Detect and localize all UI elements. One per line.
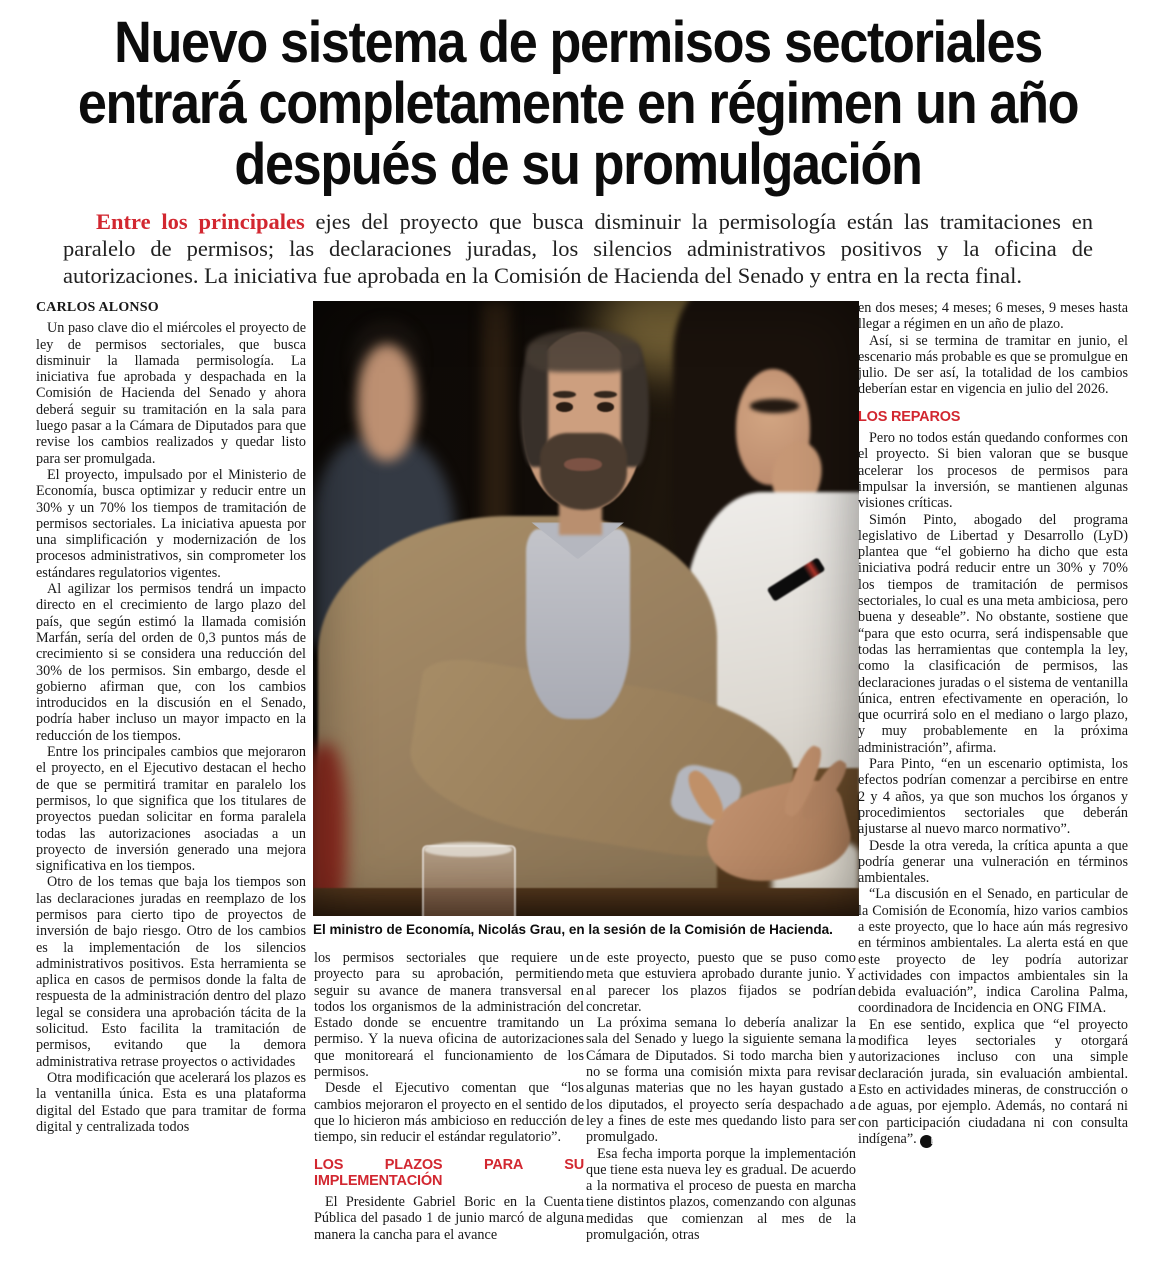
paragraph: La próxima semana lo debería analizar la sala del Senado y luego la siguiente semana la Cámara de Diputados. Si todo marcha bien y no se forma una comisión mixta para revisar algunas materias que no les hayan gustado a los diputados, el proyecto sería despachado a ley a fines de este mes quedando listo para ser promulgado. — [586, 1015, 856, 1146]
paragraph: Así, si se termina de tramitar en junio, el escenario más probable es que se promulgue en julio. De ser así, la totalidad de los cambios deberían estar en vigencia en julio del 2026. — [858, 332, 1128, 398]
section-header-plazos: LOS PLAZOS PARA SU IMPLEMENTACIÓN — [314, 1156, 584, 1189]
paragraph: Al agilizar los permisos tendrá un impacto directo en el crecimiento de largo plazo del país, que según estimó la llamada comisión Marfán, sería del orden de 0,3 puntos más de crecimiento si se considera una reducción del 30% de los permisos. Sin embargo, desde el gobierno afirman que, con los cambios introducidos en la discusión en el Senado, podría haber incluso un mayor impacto en la reducción de los tiempos. — [36, 581, 306, 744]
paragraph: Un paso clave dio el miércoles el proyecto de ley de permisos sectoriales, que busca disminuir la llamada permisología. La iniciativa fue aprobada y despachada en la Comisión de Hacienda del Senado y ahora deberá seguir su tramitación en la sala para luego pasar a la Cámara de Diputados para que revise los cambios realizados y quedar listo para ser promulgada. — [36, 320, 306, 467]
paragraph: en dos meses; 4 meses; 6 meses, 9 meses hasta llegar a régimen en un año de plazo. — [858, 300, 1128, 333]
paragraph: El proyecto, impulsado por el Ministerio de Economía, busca optimizar y reducir entre un 30% y un 70% los tiempos de tramitación de permisos sectoriales. La iniciativa apuesta por una simplificación y modernización de los procesos administrativos, sin comprometer los estándares regulatorios vigentes. — [36, 466, 306, 581]
paragraph: Pero no todos están quedando conformes con el proyecto. Si bien valoran que se busque acelerar los procesos de permisos para impulsar la inversión, se mantienen algunas visiones críticas. — [858, 430, 1128, 512]
pulso-end-mark: P — [920, 1135, 933, 1148]
paragraph: Para Pinto, “en un escenario optimista, los efectos podrían comenzar a percibirse en entre 2 y 4 años, ya que son muchos los órganos y procedimientos sectoriales que deberán ajustarse al nuevo marco normativo”. — [858, 756, 1128, 838]
column-1 — [36, 300, 306, 1280]
paragraph: El Presidente Gabriel Boric en la Cuenta Pública del pasado 1 de junio marcó de alguna manera la cancha para el avance — [314, 1194, 584, 1243]
paragraph: Desde el Ejecutivo comentan que “los cambios mejoraron el proyecto en el sentido de que lo hicieron más ambicioso en reducción de tiempo, sin reducir el estándar regulatorio”. — [314, 1080, 584, 1146]
subhead-text: ejes del proyecto que busca disminuir la permisología están las tramitaciones en paralelo de permisos; las declaraciones juradas, los silencios administrativos positivos y la oficina de autorizaciones. La iniciativa fue aprobada en la Comisión de Hacienda del Senado y entra en la recta final. — [63, 209, 1093, 288]
column-2 — [314, 950, 584, 1280]
photo-nicolas-grau-session — [313, 301, 859, 916]
photo-caption: El ministro de Economía, Nicolás Grau, en la sesión de la Comisión de Hacienda. — [313, 922, 833, 937]
column-3 — [586, 950, 856, 1280]
paragraph: Simón Pinto, abogado del programa legislativo de Libertad y Desarrollo (LyD) plantea que “el gobierno ha dicho que esta iniciativa podrá reducir entre un 30% y 70% los tiempos de tramitación de permisos sectoriales, lo cual es una meta ambiciosa, pero buena y deseable”. No obstante, sostiene que “para que esto ocurra, será indispensable que todas las herramientas que contempla la ley, como la clasificación de permisos, las declaraciones juradas o el sistema de ventanilla única, entren efectivamente en operación, lo que ocurrirá solo en el mediano o largo plazo, y muy probablemente en la próxima administración”, afirma. — [858, 511, 1128, 756]
paragraph: de este proyecto, puesto que se puso como meta que estuviera aprobado durante junio. Y al parecer los plazos fijados se podrían concretar. — [586, 950, 856, 1015]
headline-line-1: Nuevo sistema de permisos sectoriales — [114, 10, 1042, 75]
paragraph: los permisos sectoriales que requiere un proyecto para su aprobación, permitiendo seguir su avance de manera transversal en todos los organismos de la administración del Estado donde se encuentre tramitando un permiso. Y la nueva oficina de autorizaciones que monitoreará el funcionamiento de los permisos. — [314, 950, 584, 1081]
section-header-reparos: LOS REPAROS — [858, 408, 961, 425]
subhead — [63, 208, 1093, 289]
subhead-lead: Entre los principales — [96, 209, 305, 234]
paragraph: Desde la otra vereda, la crítica apunta a que podría generar una vulneración en términos ambientales. — [858, 837, 1128, 887]
paragraph: Otro de los temas que baja los tiempos son las declaraciones juradas en reemplazo de los permisos para cierto tipo de proyectos de inversión de bajo riesgo. Otro de los cambios es la implementación de los silencios administrativos positivos. Esta herramienta se aplica en casos de permisos donde la falta de respuesta de la administración dentro del plazo legal se considera una aprobación tácita de la solicitud. Esto facilita la tramitación de permisos, evitando que la demora administrativa retrase proyectos o actividades — [36, 874, 306, 1070]
paragraph: Esa fecha importa porque la implementación que tiene esta nueva ley es gradual. De acuerdo a la normativa el proceso de puesta en marcha tiene distintos plazos, comenzando con algunas medidas que comienzan al mes de la promulgación, otras — [586, 1145, 856, 1244]
headline — [58, 12, 1098, 195]
headline-line-3: después de su promulgación — [234, 132, 922, 197]
headline-line-2: entrará completamente en régimen un año — [77, 71, 1079, 136]
paragraph-text: En ese sentido, explica que “el proyecto modifica leyes sectoriales y otorgará autorizaciones incluso con una simple declaración jurada, sin evaluación ambiental. Esto en actividades mineras, de construcción o de aguas, por ejemplo. Además, no contará ni con participación ciudadana ni con consulta indígena”. — [858, 1016, 1128, 1147]
paragraph — [858, 1017, 1128, 1148]
byline: CARLOS ALONSO — [36, 300, 159, 315]
paragraph: “La discusión en el Senado, en particular de la Comisión de Economía, hizo varios cambios a este proyecto, que lo hace aún más regresivo en términos ambientales. La alerta está en que este proyecto de ley podría autorizar actividades con impactos ambientales sin la debida evaluación”, indica Carolina Palma, coordinadora de Incidencia en ONG FIMA. — [858, 886, 1128, 1017]
paragraph: Otra modificación que acelerará los plazos es la ventanilla única. Esta es una plataforma digital del Estado que para tramitar de forma digital y centralizada todos — [36, 1069, 306, 1135]
photo-vignette — [313, 301, 859, 916]
column-4 — [858, 300, 1128, 1280]
paragraph: Entre los principales cambios que mejoraron el proyecto, en el Ejecutivo destacan el hecho de que se permitirá tramitar en paralelo los permisos, lo que significa que los titulares de proyectos puedan solicitar en forma paralela todas las autorizaciones asociadas a un proyecto de inversión generado una mejora significativa en los tiempos. — [36, 744, 306, 875]
